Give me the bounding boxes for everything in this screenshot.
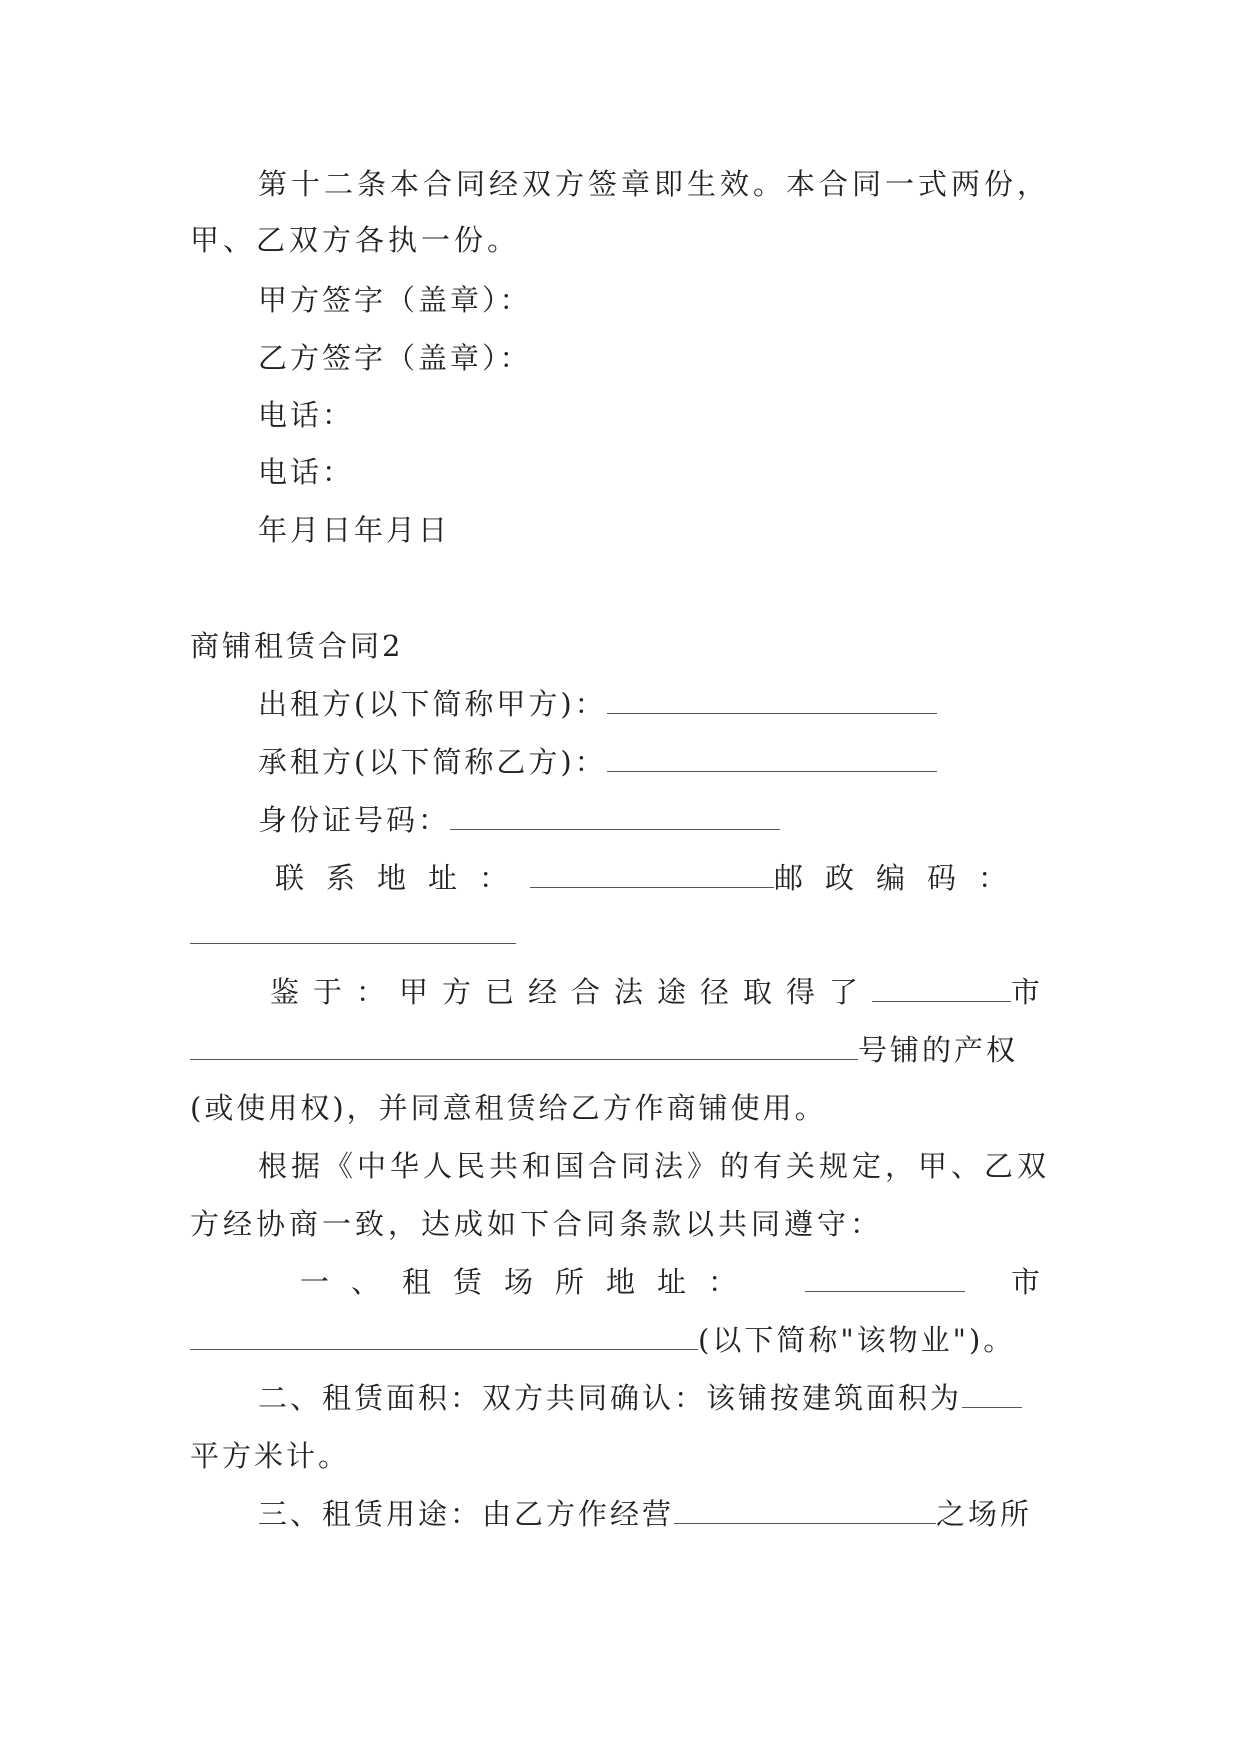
clause-2-text: 二、租赁面积：双方共同确认：该铺按建筑面积为 (258, 1381, 963, 1415)
phone-a-label: 电话： (258, 398, 355, 432)
phone-b-label: 电话： (258, 455, 355, 489)
address-blank[interactable] (530, 863, 774, 888)
id-row (258, 800, 780, 840)
clause-1-city-blank[interactable] (805, 1267, 965, 1292)
id-number-label: 身份证号码： (258, 803, 451, 837)
lessor-blank[interactable] (607, 689, 937, 714)
postcode-label: 邮政编码： (773, 861, 1029, 895)
party-a-signature-label: 甲方签字（盖章）： (258, 283, 532, 317)
date-line: 年月日年月日 (258, 513, 451, 547)
postcode-blank[interactable] (190, 919, 516, 944)
party-b-signature-label: 乙方签字（盖章）： (258, 341, 532, 375)
whereas-row-3: (或使用权)，并同意租赁给乙方作商铺使用。 (190, 1091, 827, 1125)
business-type-blank[interactable] (674, 1499, 936, 1524)
clause-1-row-2 (190, 1320, 1015, 1360)
lessee-row (258, 742, 937, 782)
whereas-city-blank[interactable] (872, 977, 1011, 1002)
clause-1-city: 市 (1010, 1265, 1040, 1299)
whereas-label: 鉴于：甲方已经合法途径取得了 (270, 975, 873, 1009)
whereas-row-1 (270, 972, 1040, 1012)
id-number-blank[interactable] (450, 805, 780, 830)
article-12-line-1: 第十二条本合同经双方签章即生效。本合同一式两份， (258, 167, 1051, 201)
basis-line-1: 根据《中华人民共和国合同法》的有关规定，甲、乙双 (258, 1149, 1051, 1183)
area-blank[interactable] (962, 1383, 1022, 1408)
whereas-row-2 (190, 1030, 1018, 1070)
article-12-line-2: 甲、乙双方各执一份。 (190, 223, 521, 257)
lessee-blank[interactable] (607, 747, 937, 772)
clause-1-row-1 (300, 1262, 1040, 1302)
whereas-city: 市 (1010, 975, 1040, 1009)
clause-3-label: 三、租赁用途：由乙方作经营 (258, 1497, 675, 1531)
lessee-label: 承租方(以下简称乙方)： (258, 745, 607, 779)
lessor-row (258, 684, 937, 724)
lessor-label: 出租方(以下简称甲方)： (258, 687, 607, 721)
clause-1-tail: (以下简称"该物业")。 (698, 1323, 1016, 1357)
shop-property: 号铺的产权 (858, 1033, 1019, 1067)
shop-number-blank[interactable] (190, 1035, 858, 1060)
clause-3-tail: 之场所 (936, 1497, 1033, 1531)
postcode-blank-row (190, 914, 516, 954)
basis-line-2: 方经协商一致，达成如下合同条款以共同遵守： (190, 1207, 884, 1241)
clause-1-label: 一、租赁场所地址： (300, 1265, 760, 1299)
clause-1-address-blank[interactable] (190, 1325, 698, 1350)
clause-2-row-2: 平方米计。 (190, 1439, 351, 1473)
clause-2-row-1 (258, 1378, 1022, 1418)
address-row (275, 858, 1029, 898)
address-label: 联系地址： (275, 861, 531, 895)
contract-title: 商铺租赁合同2 (190, 629, 404, 663)
clause-3-row (258, 1494, 1032, 1534)
